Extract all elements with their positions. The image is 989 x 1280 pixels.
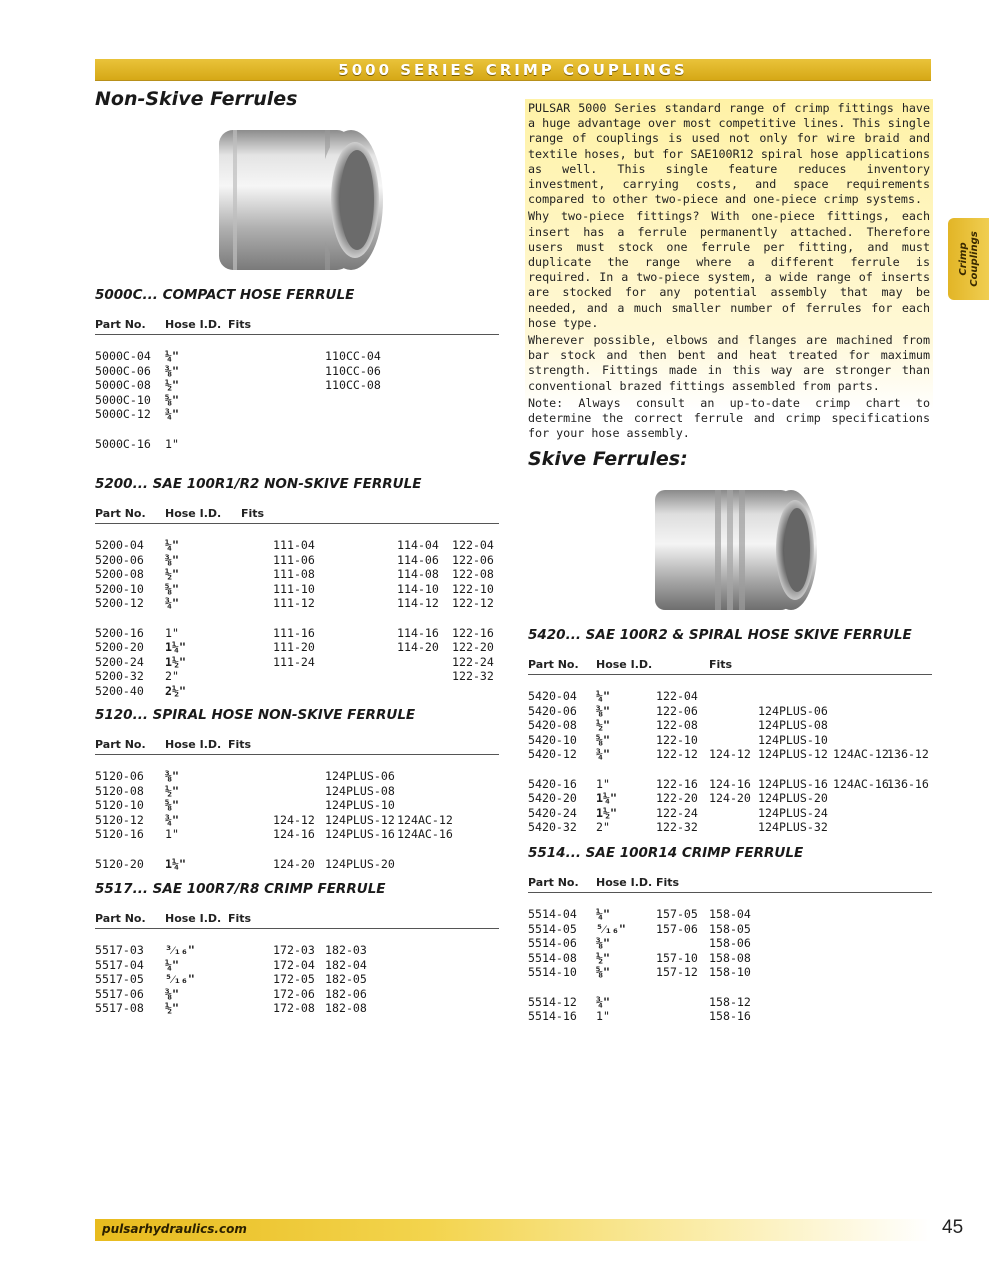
fits-cell: 182-05 (325, 972, 367, 987)
part-number-cell: 5420-32 (528, 820, 577, 835)
table-row (528, 704, 932, 719)
section-title: 5120... SPIRAL HOSE NON-SKIVE FERRULE (95, 707, 416, 723)
header-hose-id: Hose I.D. (596, 658, 653, 671)
table-row (95, 784, 499, 799)
fits-cell: 122-04 (452, 538, 494, 552)
header-part-no: Part No. (95, 507, 146, 520)
part-number-cell: 5200-32 (95, 669, 144, 684)
part-number-cell: 5517-05 (95, 972, 144, 987)
hose-id-cell: ⅝" (596, 732, 610, 747)
part-number-cell: 5000C-12 (95, 407, 151, 422)
fits-cell: 158-04 (709, 907, 751, 921)
section-5420 (528, 626, 932, 835)
fits-cell: 111-06 (273, 552, 315, 567)
fits-cell: 182-08 (325, 1001, 367, 1016)
hose-id-cell: 1¼" (596, 791, 617, 806)
hose-id-cell: ½" (165, 378, 179, 393)
hose-id-cell: ⁵⁄₁₆" (596, 921, 626, 936)
fits-cell: 111-16 (273, 625, 315, 640)
fits-cell: 122-10 (452, 581, 494, 596)
hose-id-cell: ⅝" (165, 392, 179, 407)
page-number: 45 (942, 1217, 964, 1238)
part-number-cell: 5200-12 (95, 596, 144, 611)
fits-cell: 124AC-12 (397, 812, 453, 827)
table-body (95, 349, 499, 451)
table-row (95, 857, 499, 872)
part-number-cell: 5200-40 (95, 683, 144, 698)
fits-cell: 111-08 (273, 567, 315, 582)
section-title: 5514... SAE 100R14 CRIMP FERRULE (528, 845, 804, 861)
hose-id-cell: ⅜" (165, 769, 179, 783)
hose-id-cell: 1" (165, 436, 179, 451)
section-5000c (95, 286, 499, 451)
table-row (528, 922, 932, 937)
header-fits: Fits (241, 507, 265, 520)
part-number-cell: 5000C-16 (95, 436, 151, 451)
hose-id-cell: ⅜" (596, 703, 610, 718)
fits-cell: 124PLUS-10 (325, 798, 395, 813)
table-row (95, 813, 499, 828)
fits-cell: 122-32 (452, 669, 494, 684)
part-number-cell: 5200-08 (95, 567, 144, 582)
header-fits: Fits (709, 658, 733, 671)
part-number-cell: 5517-03 (95, 943, 144, 957)
table-row (528, 820, 932, 835)
table-row (95, 626, 499, 641)
table-row (528, 777, 932, 792)
fits-cell: 122-20 (452, 640, 494, 655)
part-number-cell: 5000C-10 (95, 392, 151, 407)
table-row (95, 596, 499, 611)
fits-cell: 182-06 (325, 986, 367, 1001)
fits-cell: 182-04 (325, 957, 367, 972)
part-number-cell: 5420-24 (528, 805, 577, 820)
hose-id-cell: ⅝" (596, 965, 610, 980)
fits-cell: 136-16 (887, 776, 929, 791)
fits-cell: 158-12 (709, 994, 751, 1009)
hose-id-cell: 1¼" (165, 856, 186, 871)
fits-cell: 124AC-12 (833, 747, 889, 762)
fits-cell: 110CC-04 (325, 349, 381, 363)
table-row (95, 640, 499, 655)
table-row (95, 655, 499, 670)
hose-id-cell: ¼" (165, 349, 179, 363)
fits-cell: 136-12 (887, 747, 929, 762)
fits-cell: 124PLUS-24 (758, 805, 828, 820)
hose-id-cell: ⁵⁄₁₆" (165, 972, 195, 987)
header-part-no: Part No. (528, 876, 579, 889)
intro-panel (525, 99, 933, 441)
fits-cell: 122-06 (656, 703, 698, 718)
table-row (95, 798, 499, 813)
fits-cell: 124PLUS-12 (758, 747, 828, 762)
intro-paragraph: Note: Always consult an up-to-date crimp chart to determine the correct ferrule and crimp specifications for your hose assembly. (528, 395, 930, 441)
table-header (95, 907, 499, 929)
table-body (95, 943, 499, 1016)
fits-cell: 157-10 (656, 950, 698, 965)
fits-cell: 124PLUS-20 (325, 856, 395, 871)
fits-cell: 182-03 (325, 943, 367, 957)
hose-id-cell: ¾" (165, 596, 179, 611)
fits-cell: 158-08 (709, 950, 751, 965)
part-number-cell: 5420-06 (528, 703, 577, 718)
fits-cell: 172-05 (273, 972, 315, 987)
fits-cell: 122-32 (656, 820, 698, 835)
table-row (95, 684, 499, 699)
part-number-cell: 5420-10 (528, 732, 577, 747)
table-row (95, 1001, 499, 1016)
part-number-cell: 5200-06 (95, 552, 144, 567)
part-number-cell: 5517-06 (95, 986, 144, 1001)
hose-id-cell: ½" (165, 1001, 179, 1016)
hose-id-cell: ¼" (596, 907, 610, 921)
section-5200 (95, 475, 499, 699)
hose-id-cell: ¼" (165, 538, 179, 552)
section-5120 (95, 706, 499, 871)
table-body (95, 538, 499, 699)
section-title: 5200... SAE 100R1/R2 NON-SKIVE FERRULE (95, 476, 422, 492)
footer-url-link[interactable]: pulsarhydraulics.com (102, 1222, 247, 1236)
table-row (528, 936, 932, 951)
side-tab-label: Crimp Couplings (958, 231, 980, 287)
hose-id-cell: 1" (165, 827, 179, 842)
fits-cell: 122-24 (656, 805, 698, 820)
table-row (95, 393, 499, 408)
table-row (95, 437, 499, 452)
fits-cell: 122-12 (452, 596, 494, 611)
fits-cell: 122-12 (656, 747, 698, 762)
hose-id-cell: 1¼" (165, 640, 186, 655)
fits-cell: 172-08 (273, 1001, 315, 1016)
hose-id-cell: ³⁄₁₆" (165, 943, 195, 957)
hose-id-cell: ⅝" (165, 581, 179, 596)
part-number-cell: 5420-08 (528, 718, 577, 733)
header-hose-id: Hose I.D. (165, 507, 222, 520)
fits-cell: 124PLUS-08 (325, 783, 395, 798)
table-row (528, 689, 932, 704)
table-row (528, 733, 932, 748)
header-hose-id: Hose I.D. (165, 912, 222, 925)
header-hose-id: Hose I.D. (165, 738, 222, 751)
part-number-cell: 5514-10 (528, 965, 577, 980)
section-title: 5420... SAE 100R2 & SPIRAL HOSE SKIVE FERRULE (528, 627, 912, 643)
hose-id-cell: ¾" (165, 812, 179, 827)
table-row (95, 567, 499, 582)
fits-cell: 111-20 (273, 640, 315, 655)
hose-id-cell: ½" (596, 950, 610, 965)
section-5514 (528, 844, 932, 1024)
table-body (528, 689, 932, 835)
fits-cell: 124PLUS-10 (758, 732, 828, 747)
fits-cell: 122-08 (452, 567, 494, 582)
footer-bar (95, 1219, 931, 1241)
hose-id-cell: 2" (165, 669, 179, 684)
hose-id-cell: ¾" (165, 407, 179, 422)
fits-cell: 157-05 (656, 907, 698, 921)
part-number-cell: 5420-04 (528, 689, 577, 703)
table-row (528, 718, 932, 733)
header-fits: Fits (656, 876, 680, 889)
table-row (95, 538, 499, 553)
fits-cell: 110CC-06 (325, 363, 381, 378)
hose-id-cell: ½" (165, 567, 179, 582)
fits-cell: 124PLUS-16 (325, 827, 395, 842)
header-fits: Fits (228, 318, 252, 331)
fits-cell: 158-06 (709, 936, 751, 951)
header-hose-id: Hose I.D. (596, 876, 653, 889)
part-number-cell: 5517-08 (95, 1001, 144, 1016)
fits-cell: 110CC-08 (325, 378, 381, 393)
table-header (95, 502, 499, 524)
fits-cell: 124AC-16 (397, 827, 453, 842)
hose-id-cell: 2½" (165, 683, 186, 698)
hose-id-cell: ⅜" (165, 552, 179, 567)
part-number-cell: 5420-20 (528, 791, 577, 806)
fits-cell: 122-24 (452, 654, 494, 669)
section-title: 5000C... COMPACT HOSE FERRULE (95, 287, 355, 303)
fits-cell: 157-06 (656, 921, 698, 936)
hose-id-cell: ¼" (596, 689, 610, 703)
part-number-cell: 5514-08 (528, 950, 577, 965)
fits-cell: 122-06 (452, 552, 494, 567)
fits-cell: 114-20 (397, 640, 439, 655)
intro-paragraph: PULSAR 5000 Series standard range of crimp fittings have a huge advantage over most competitive lines. This single range of couplings is used not only for wire braid and textile hoses, but for SAE100R12 spiral hose applications as well. This single feature reduces inventory investment, carrying costs, and space requirements compared to other two-piece and one-piece crimp systems. (528, 101, 930, 207)
header-hose-id: Hose I.D. (165, 318, 222, 331)
part-number-cell: 5120-06 (95, 769, 144, 783)
part-number-cell: 5200-04 (95, 538, 144, 552)
hose-id-cell: ⅜" (596, 936, 610, 951)
hose-id-cell: 1½" (596, 805, 617, 820)
fits-cell: 158-16 (709, 1009, 751, 1024)
fits-cell: 158-10 (709, 965, 751, 980)
fits-cell: 111-04 (273, 538, 315, 552)
fits-cell: 111-24 (273, 654, 315, 669)
hose-id-cell: ⅜" (165, 363, 179, 378)
part-number-cell: 5120-20 (95, 856, 144, 871)
fits-cell: 114-10 (397, 581, 439, 596)
fits-cell: 172-03 (273, 943, 315, 957)
fits-cell: 124-20 (273, 856, 315, 871)
hose-id-cell: 1½" (165, 654, 186, 669)
part-number-cell: 5514-05 (528, 921, 577, 936)
header-fits: Fits (228, 912, 252, 925)
table-row (95, 378, 499, 393)
hose-id-cell: 1" (596, 1009, 610, 1024)
part-number-cell: 5000C-08 (95, 378, 151, 393)
table-row (95, 364, 499, 379)
fits-cell: 124-20 (709, 791, 751, 806)
skive-ferrule-image (645, 478, 825, 620)
table-row (95, 349, 499, 364)
part-number-cell: 5120-12 (95, 812, 144, 827)
part-number-cell: 5200-10 (95, 581, 144, 596)
table-row (528, 747, 932, 762)
fits-cell: 111-12 (273, 596, 315, 611)
hose-id-cell: ½" (165, 783, 179, 798)
part-number-cell: 5420-16 (528, 776, 577, 791)
fits-cell: 124PLUS-08 (758, 718, 828, 733)
table-row (528, 951, 932, 966)
table-row (95, 958, 499, 973)
part-number-cell: 5517-04 (95, 957, 144, 972)
table-row (95, 769, 499, 784)
part-number-cell: 5120-10 (95, 798, 144, 813)
table-body (95, 769, 499, 871)
table-header (528, 653, 932, 675)
series-banner: 5000 SERIES CRIMP COUPLINGS (95, 59, 931, 81)
fits-cell: 124PLUS-12 (325, 812, 395, 827)
hose-id-cell: 1" (596, 776, 610, 791)
part-number-cell: 5000C-04 (95, 349, 151, 363)
fits-cell: 122-20 (656, 791, 698, 806)
table-header (95, 313, 499, 335)
fits-cell: 122-04 (656, 689, 698, 703)
fits-cell: 124PLUS-32 (758, 820, 828, 835)
table-row (528, 791, 932, 806)
skive-heading: Skive Ferrules: (528, 448, 688, 470)
header-part-no: Part No. (528, 658, 579, 671)
fits-cell: 124-12 (273, 812, 315, 827)
header-fits: Fits (228, 738, 252, 751)
section-5517 (95, 880, 499, 1016)
intro-paragraph: Wherever possible, elbows and flanges are machined from bar stock and then bent and heat treated for maximum strength. Fittings made in this way are stronger than conventional brazed fittings assembled from parts. (528, 333, 930, 393)
fits-cell: 114-12 (397, 596, 439, 611)
fits-cell: 122-16 (452, 625, 494, 640)
table-row (95, 827, 499, 842)
header-part-no: Part No. (95, 738, 146, 751)
fits-cell: 124PLUS-06 (758, 703, 828, 718)
part-number-cell: 5200-20 (95, 640, 144, 655)
hose-id-cell: ¾" (596, 747, 610, 762)
fits-cell: 114-04 (397, 538, 439, 552)
table-body (528, 907, 932, 1024)
header-part-no: Part No. (95, 912, 146, 925)
fits-cell: 172-06 (273, 986, 315, 1001)
hose-id-cell: ⅜" (165, 986, 179, 1001)
part-number-cell: 5420-12 (528, 747, 577, 762)
fits-cell: 111-10 (273, 581, 315, 596)
fits-cell: 114-16 (397, 625, 439, 640)
table-row (95, 553, 499, 568)
fits-cell: 124PLUS-06 (325, 769, 395, 783)
hose-id-cell: 1" (165, 625, 179, 640)
hose-id-cell: ¼" (165, 957, 179, 972)
part-number-cell: 5514-12 (528, 994, 577, 1009)
non-skive-heading: Non-Skive Ferrules (95, 88, 298, 110)
header-part-no: Part No. (95, 318, 146, 331)
table-row (95, 407, 499, 422)
table-row (95, 943, 499, 958)
fits-cell: 124AC-16 (833, 776, 889, 791)
part-number-cell: 5514-04 (528, 907, 577, 921)
fits-cell: 114-06 (397, 552, 439, 567)
section-title: 5517... SAE 100R7/R8 CRIMP FERRULE (95, 881, 386, 897)
table-row (95, 972, 499, 987)
fits-cell: 158-05 (709, 921, 751, 936)
table-row (528, 907, 932, 922)
side-tab[interactable] (948, 218, 989, 300)
fits-cell: 122-10 (656, 732, 698, 747)
table-header (95, 733, 499, 755)
hose-id-cell: ⅝" (165, 798, 179, 813)
fits-cell: 172-04 (273, 957, 315, 972)
hose-id-cell: ½" (596, 718, 610, 733)
fits-cell: 124-12 (709, 747, 751, 762)
part-number-cell: 5120-16 (95, 827, 144, 842)
part-number-cell: 5200-16 (95, 625, 144, 640)
part-number-cell: 5514-06 (528, 936, 577, 951)
intro-paragraph: Why two-piece fittings? With one-piece fittings, each insert has a ferrule permanently attached. Therefore users must stock one ferrule per fitting, and must duplicate the range where a different ferrule is required. In a two-piece system, a wide range of inserts are stocked for any potential assembly that may be needed, and a much smaller number of ferrules for each hose type. (528, 209, 930, 330)
part-number-cell: 5000C-06 (95, 363, 151, 378)
table-row (528, 806, 932, 821)
part-number-cell: 5514-16 (528, 1009, 577, 1024)
fits-cell: 124PLUS-16 (758, 776, 828, 791)
table-header (528, 871, 932, 893)
fits-cell: 157-12 (656, 965, 698, 980)
table-row (528, 995, 932, 1010)
fits-cell: 114-08 (397, 567, 439, 582)
fits-cell: 122-08 (656, 718, 698, 733)
table-row (95, 987, 499, 1002)
table-row (95, 669, 499, 684)
fits-cell: 124PLUS-20 (758, 791, 828, 806)
table-row (528, 1009, 932, 1024)
fits-cell: 124-16 (273, 827, 315, 842)
fits-cell: 124-16 (709, 776, 751, 791)
part-number-cell: 5200-24 (95, 654, 144, 669)
non-skive-ferrule-image (205, 114, 395, 286)
hose-id-cell: ¾" (596, 994, 610, 1009)
table-row (528, 965, 932, 980)
table-row (95, 582, 499, 597)
part-number-cell: 5120-08 (95, 783, 144, 798)
hose-id-cell: 2" (596, 820, 610, 835)
fits-cell: 122-16 (656, 776, 698, 791)
